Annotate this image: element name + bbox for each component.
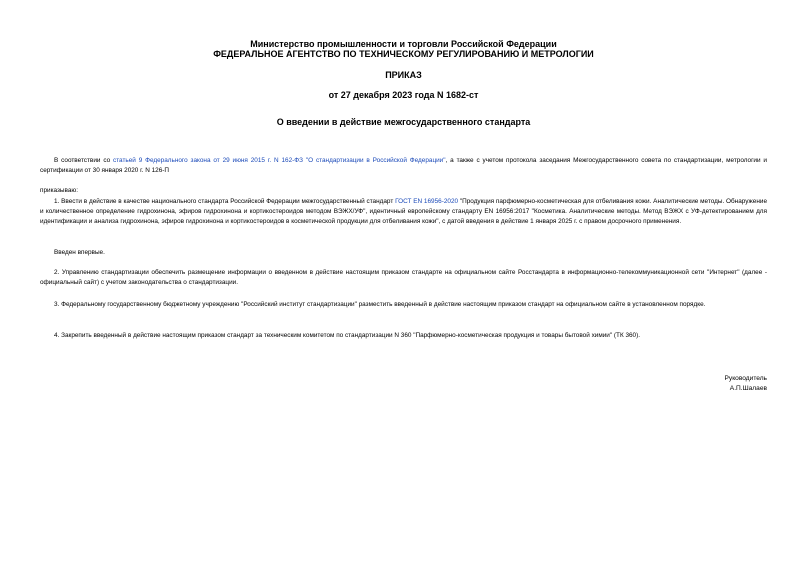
- order-title: О введении в действие межгосударственного стандарта: [276, 117, 531, 127]
- standard-link[interactable]: ГОСТ EN 16956-2020: [395, 198, 459, 205]
- signature-role: Руководитель: [724, 375, 767, 382]
- agency-title: ФЕДЕРАЛЬНОЕ АГЕНТСТВО ПО ТЕХНИЧЕСКОМУ РЕГУЛИРОВАНИЮ И МЕТРОЛОГИИ: [213, 49, 594, 59]
- order-word: приказываю:: [40, 187, 78, 194]
- document-type: ПРИКАЗ: [385, 70, 422, 80]
- item-1-prefix: 1. Ввести в действие в качестве национального стандарта Российской Федерации межгосударственный стандарт: [54, 198, 396, 205]
- item-3-paragraph: 3. Федеральному государственному бюджетному учреждению "Российский институт стандартизации" разместить введенный в действие настоящим приказом стандарт на официальном сайте в установленном порядке.: [54, 301, 706, 308]
- preamble-paragraph: [40, 156, 767, 176]
- law-link[interactable]: статьей 9 Федерального закона от 29 июня 2015 г. N 162-ФЗ "О стандартизации в Российской Федерации": [113, 157, 446, 164]
- signature-name: А.П.Шалаев: [729, 385, 767, 392]
- preamble-suffix: , а также с учетом протокола заседания Межгосударственного совета по стандартизации, метрологии и сертификации от 30 января 2020 г. N 126-П: [40, 157, 767, 174]
- introduced-note: Введен впервые.: [54, 249, 105, 256]
- item-4-paragraph: 4. Закрепить введенный в действие настоящим приказом стандарт за техническим комитетом по стандартизации N 360 "Парфюмерно-косметическая продукция и товары бытовой химии" (ТК 360).: [54, 332, 641, 339]
- preamble-prefix: В соответствии со: [54, 157, 113, 164]
- ministry-title: Министерство промышленности и торговли Российской Федерации: [250, 39, 557, 49]
- order-date-number: от 27 декабря 2023 года N 1682-ст: [328, 90, 479, 100]
- item-2-paragraph: 2. Управлению стандартизации обеспечить размещение информации о введенном в действие настоящим приказом стандарте на официальном сайте Росстандарта в информационно-телекоммуникационной сети "Интернет" (далее - официальный сайт) с учетом законодательства о стандартизации.: [40, 269, 767, 286]
- item-1-suffix: "Продукция парфюмерно-косметическая для отбеливания кожи. Аналитические методы. Обнаружение и количественное определение гидрохинона, эфиров гидрохинона и кортикостероидов методом ВЭЖХ/УФ", идентичный европейскому стандарту EN 16956:2017 "Косметика. Аналитические методы. Метод ВЭЖХ с УФ-детектированием для идентификации и анализа гидрохинона, эфиров гидрохинона и кортикостероидов в косметической продукции для отбеливания кожи", с датой введения в действие 1 января 2025 г. с правом досрочного применения.: [40, 198, 767, 225]
- item-1-paragraph: [40, 197, 767, 227]
